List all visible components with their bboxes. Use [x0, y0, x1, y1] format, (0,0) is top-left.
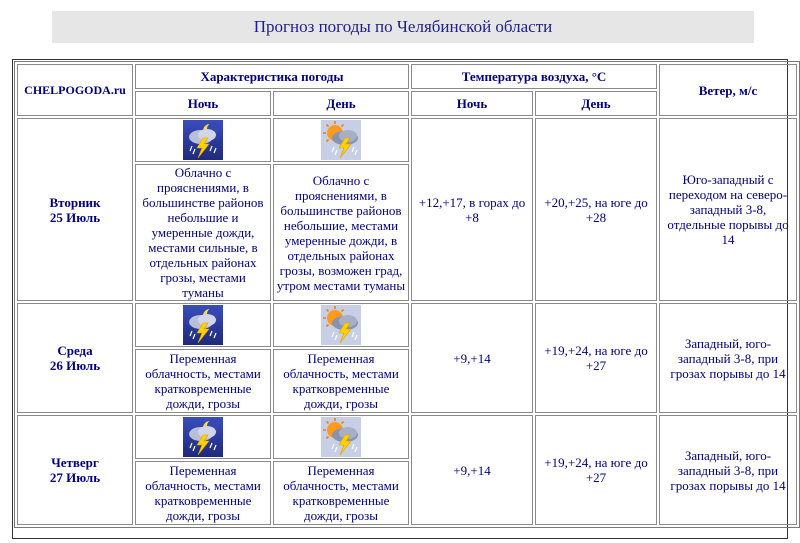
thunderstorm-night-icon	[183, 120, 223, 160]
night-description: Облачно с прояснениями, в большинстве районов небольшие и умеренные дожди, местами сильные, в отдельных районах грозы, местами туманы	[135, 164, 271, 301]
wind-header: Ветер, м/с	[659, 64, 797, 116]
temp-day: +20,+25, на юге до +28	[535, 118, 657, 301]
wind-value: Западный, юго-западный 3-8, при грозах порывы до 14	[659, 415, 797, 525]
thunderstorm-day-icon	[321, 120, 361, 160]
day-label	[17, 415, 133, 525]
weekday: Четверг	[51, 455, 99, 470]
site-name: CHELPOGODA.ru	[17, 64, 133, 116]
date: 26 Июль	[49, 358, 101, 373]
temp-night: +12,+17, в горах до +8	[411, 118, 533, 301]
day-description: Облачно с прояснениями, в большинстве районов небольшие, местами умеренные дожди, в отдельных районах грозы, возможен град, утром местами туманы	[273, 164, 409, 301]
temp-day: +19,+24, на юге до +27	[535, 303, 657, 413]
day-icon-cell	[273, 303, 409, 347]
temp-night: +9,+14	[411, 415, 533, 525]
temp-day-header: День	[535, 91, 657, 116]
weekday: Среда	[57, 343, 93, 358]
forecast-table	[14, 61, 800, 528]
day-icon-cell	[273, 118, 409, 162]
page-title: Прогноз погоды по Челябинской области	[52, 11, 754, 43]
date: 27 Июль	[49, 470, 101, 485]
air-temp-header: Температура воздуха, °С	[411, 64, 657, 89]
weekday: Вторник	[49, 194, 101, 210]
night-description: Переменная облачность, местами кратковременные дожди, грозы	[135, 461, 271, 525]
weather-night-header: Ночь	[135, 91, 271, 116]
temp-night-header: Ночь	[411, 91, 533, 116]
thunderstorm-night-icon	[183, 417, 223, 457]
wind-value: Западный, юго-западный 3-8, при грозах порывы до 14	[659, 303, 797, 413]
day-description: Переменная облачность, местами кратковременные дожди, грозы	[273, 349, 409, 413]
wind-value: Юго-западный с переходом на северо-западный 3-8, отдельные порывы до 14	[659, 118, 797, 301]
night-description: Переменная облачность, местами кратковременные дожди, грозы	[135, 349, 271, 413]
day-label	[17, 303, 133, 413]
day-description: Переменная облачность, местами кратковременные дожди, грозы	[273, 461, 409, 525]
day-icon-cell	[273, 415, 409, 459]
thunderstorm-night-icon	[183, 305, 223, 345]
night-icon-cell	[135, 118, 271, 162]
weather-day-header: День	[273, 91, 409, 116]
thunderstorm-day-icon	[321, 417, 361, 457]
temp-night: +9,+14	[411, 303, 533, 413]
night-icon-cell	[135, 415, 271, 459]
temp-day: +19,+24, на юге до +27	[535, 415, 657, 525]
date: 25 Июль	[49, 209, 101, 225]
night-icon-cell	[135, 303, 271, 347]
thunderstorm-day-icon	[321, 305, 361, 345]
day-label	[17, 118, 133, 301]
weather-char-header: Характеристика погоды	[135, 64, 409, 89]
